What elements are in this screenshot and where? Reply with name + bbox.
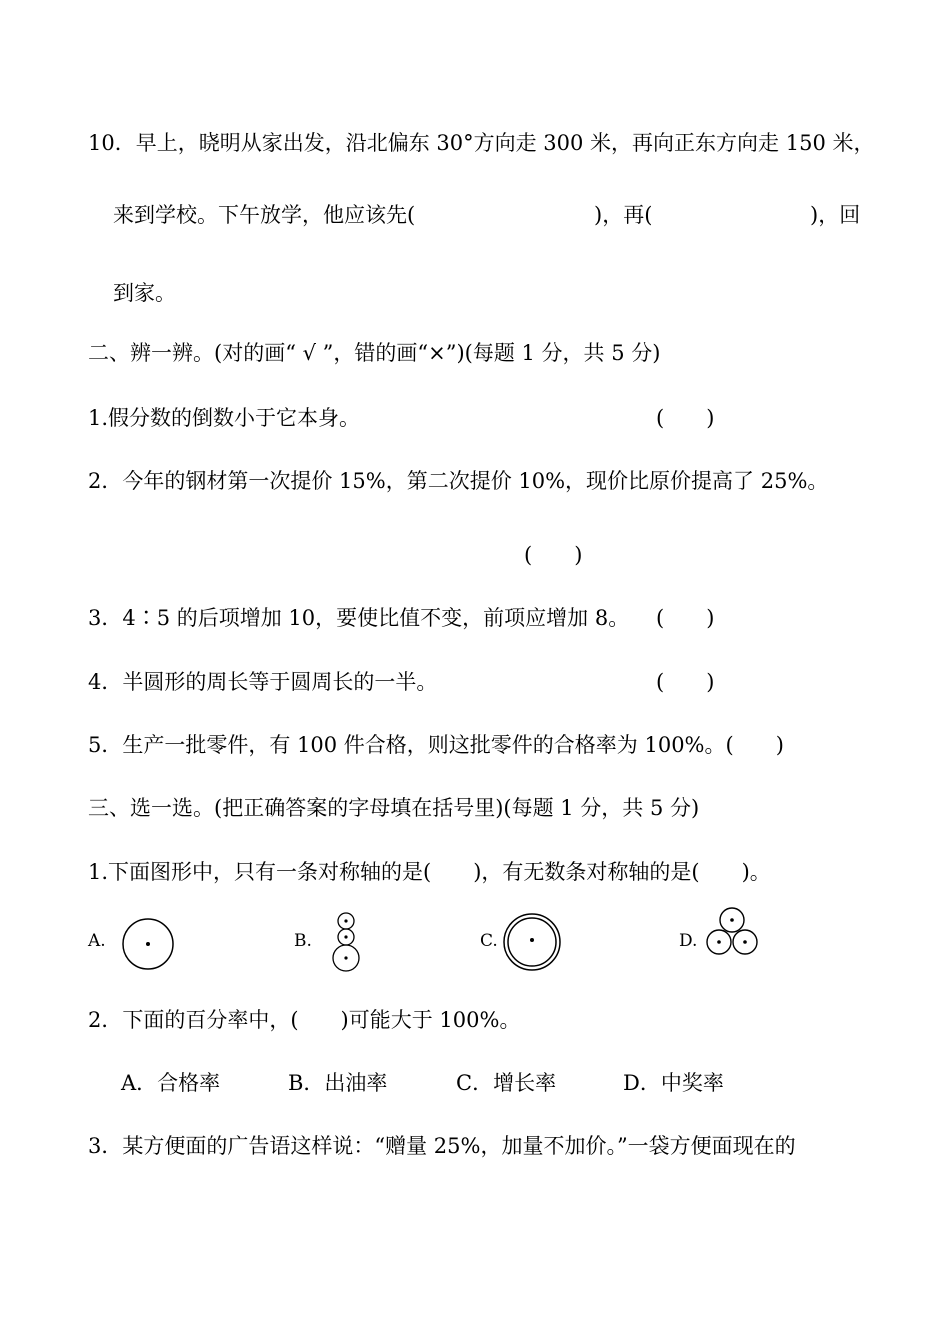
q10-line2-mid: )，再(	[594, 203, 653, 227]
q10-line2-start: 来到学校。下午放学，他应该先(	[113, 203, 416, 227]
q10-line2-end: )，回	[810, 203, 861, 227]
three-circles-figure-d	[700, 904, 764, 960]
concentric-circles-figure-c	[500, 910, 564, 974]
s3-q1-option-c-label: C.	[480, 931, 498, 951]
s3-q2-choice-c: C．增长率	[456, 1071, 557, 1095]
s2-item3-text: 3．4∶5 的后项增加 10，要使比值不变，前项应增加 8。	[88, 606, 630, 630]
section2-heading: 二、辨一辨。(对的画“ √ ”，错的画“×”)(每题 1 分，共 5 分)	[88, 341, 661, 365]
s2-item4-text: 4．半圆形的周长等于圆周长的一半。	[88, 670, 438, 694]
s2-item5-text: 5．生产一批零件，有 100 件合格，则这批零件的合格率为 100%。( )	[88, 733, 784, 757]
s2-item4-answer-paren[interactable]: ( )	[656, 670, 715, 694]
q10-line3: 到家。	[113, 281, 176, 305]
s3-q1-option-a-label: A.	[88, 931, 106, 951]
s3-q2-choice-a: A．合格率	[121, 1071, 221, 1095]
s2-item3-answer-paren[interactable]: ( )	[656, 606, 715, 630]
s2-item1-text: 1.假分数的倒数小于它本身。	[88, 406, 361, 430]
s2-item1-answer-paren[interactable]: ( )	[656, 406, 715, 430]
s3-q2-choice-d: D．中奖率	[623, 1071, 724, 1095]
s3-q1-option-d-label: D.	[679, 931, 698, 951]
s2-item2-answer-paren[interactable]: ( )	[524, 543, 583, 567]
s3-q2-choice-b: B．出油率	[288, 1071, 388, 1095]
s3-q3-text: 3．某方便面的广告语这样说：“赠量 25%，加量不加价。”一袋方便面现在的	[88, 1134, 796, 1158]
q10-line1: 10．早上，晓明从家出发，沿北偏东 30°方向走 300 米，再向正东方向走 150 米，	[88, 131, 875, 155]
section3-heading: 三、选一选。(把正确答案的字母填在括号里)(每题 1 分，共 5 分)	[88, 796, 700, 820]
s2-item2-text: 2．今年的钢材第一次提价 15%，第二次提价 10%，现价比原价提高了 25%。	[88, 469, 829, 493]
s3-q1-text: 1.下面图形中，只有一条对称轴的是( )，有无数条对称轴的是( )。	[88, 860, 771, 884]
s3-q1-option-b-label: B.	[294, 931, 312, 951]
circle-figure-a	[118, 914, 178, 974]
s3-q2-text: 2．下面的百分率中，( )可能大于 100%。	[88, 1008, 521, 1032]
stacked-circles-figure-b	[328, 910, 364, 976]
